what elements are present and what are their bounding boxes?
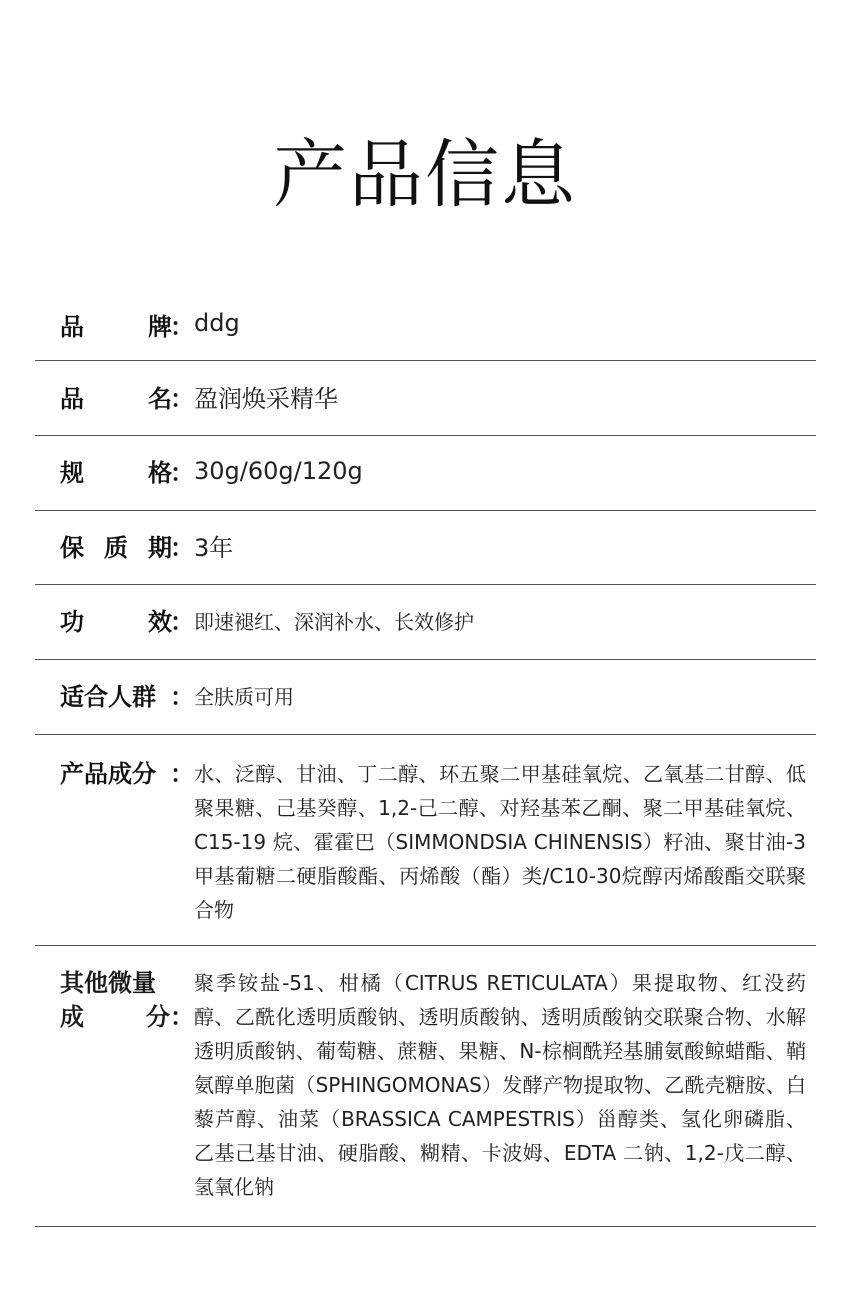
- label-efficacy: 功 效: [60, 608, 172, 636]
- value-shelf-life: 3年: [194, 534, 234, 562]
- colon: ：: [170, 534, 194, 562]
- label-product-name: 品 名: [60, 385, 172, 413]
- value-spec: 30g/60g/120g: [194, 457, 363, 485]
- info-table: [35, 290, 816, 1227]
- colon: ：: [170, 608, 194, 636]
- row-trace-ingredients: [35, 946, 816, 1227]
- row-spec: [35, 436, 816, 511]
- colon: ：: [170, 1003, 194, 1031]
- label-brand: 品 牌: [60, 313, 172, 341]
- page-title: 产品信息: [273, 132, 577, 218]
- row-suitable: [35, 660, 816, 735]
- row-ingredients: [35, 735, 816, 946]
- row-product-name: [35, 361, 816, 436]
- row-shelf-life: [35, 511, 816, 585]
- label-ingredients: 产品成分: [60, 760, 156, 788]
- colon: ：: [170, 683, 194, 711]
- colon: ：: [170, 385, 194, 413]
- value-suitable: 全肤质可用: [194, 685, 294, 709]
- label-shelf-life: 保 质 期: [60, 534, 172, 562]
- label-spec: 规 格: [60, 459, 172, 487]
- row-efficacy: [35, 585, 816, 660]
- colon: ：: [170, 313, 194, 341]
- value-efficacy: 即速褪红、深润补水、长效修护: [194, 610, 474, 634]
- colon: ：: [170, 760, 194, 788]
- colon: ：: [170, 459, 194, 487]
- value-trace-ingredients: 聚季铵盐-51、柑橘（CITRUS RETICULATA）果提取物、红没药醇、乙酰化透明质酸钠、透明质酸钠、透明质酸钠交联聚合物、水解透明质酸钠、葡萄糖、蔗糖、果糖、N-棕榈酰羟基脯氨酸鲸蜡酯、鞘氨醇单胞菌（SPHINGOMONAS）发酵产物提取物、乙酰壳糖胺、白藜芦醇、油菜（BRASSICA CAMPESTRIS）甾醇类、氢化卵磷脂、乙基己基甘油、硬脂酸、糊精、卡波姆、EDTA 二钠、1,2-戊二醇、氢氧化钠: [194, 971, 806, 1199]
- row-brand: [35, 290, 816, 361]
- value-brand: ddg: [194, 309, 240, 337]
- label-trace-ingredients: 其他微量 成 分: [60, 969, 170, 1031]
- label-suitable: 适合人群: [60, 683, 156, 711]
- value-ingredients: 水、泛醇、甘油、丁二醇、环五聚二甲基硅氧烷、乙氧基二甘醇、低聚果糖、己基癸醇、1,2-己二醇、对羟基苯乙酮、聚二甲基硅氧烷、C15-19 烷、霍霍巴（SIMMONDSIA CHINENSIS）籽油、聚甘油-3 甲基葡糖二硬脂酸酯、丙烯酸（酯）类/C10-30烷醇丙烯酸酯交联聚合物: [194, 762, 806, 922]
- value-product-name: 盈润焕采精华: [194, 385, 338, 413]
